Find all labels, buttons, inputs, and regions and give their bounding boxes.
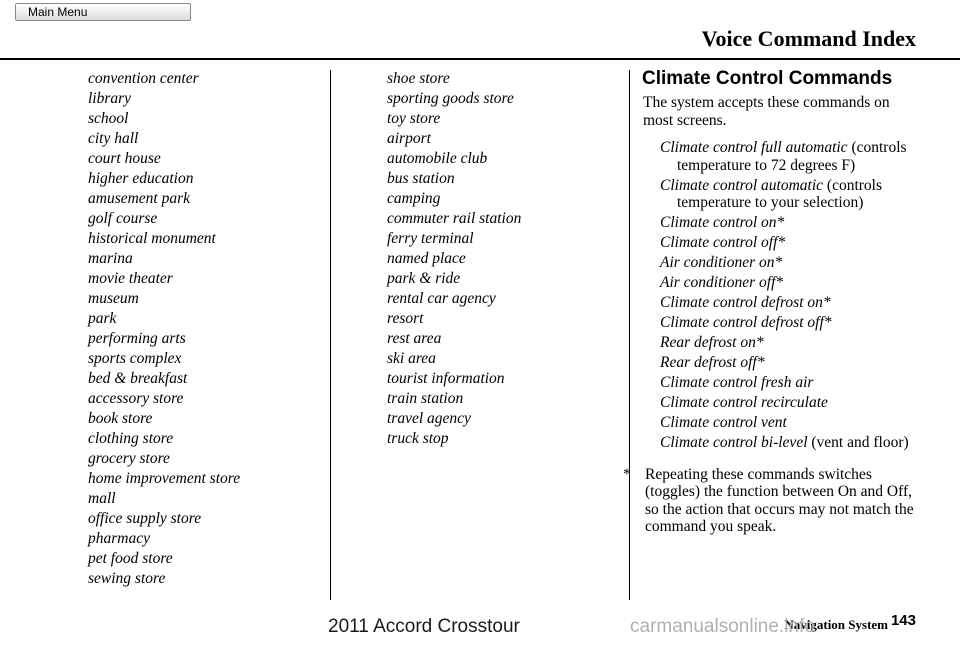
- climate-command-item: [643, 234, 923, 252]
- climate-command-item: [643, 394, 923, 412]
- list-item: park & ride: [387, 270, 461, 287]
- command-text: Air conditioner off*: [660, 274, 784, 291]
- list-item: book store: [88, 410, 153, 427]
- command-text: Rear defrost off*: [660, 354, 765, 371]
- main-menu-button[interactable]: Main Menu: [15, 3, 191, 21]
- list-item: clothing store: [88, 430, 174, 447]
- list-item: shoe store: [387, 70, 450, 87]
- list-item: golf course: [88, 210, 158, 227]
- climate-control-section: [623, 68, 923, 536]
- command-text: Climate control on*: [660, 214, 785, 231]
- climate-command-item: [643, 314, 923, 332]
- list-item: sports complex: [88, 350, 182, 367]
- list-item: resort: [387, 310, 424, 327]
- footer-section-label: Navigation System: [784, 617, 888, 632]
- list-item: marina: [88, 250, 133, 267]
- list-item: mall: [88, 490, 116, 507]
- list-item: ferry terminal: [387, 230, 474, 247]
- list-item: movie theater: [88, 270, 173, 287]
- column-divider-1: [330, 70, 331, 600]
- list-item: rest area: [387, 330, 442, 347]
- command-text: Climate control recirculate: [660, 394, 828, 411]
- climate-command-item: [643, 177, 923, 212]
- list-item: named place: [387, 250, 466, 267]
- climate-heading: Climate Control Commands: [642, 68, 893, 89]
- command-text: Climate control full automatic: [660, 139, 848, 156]
- command-note: (vent and floor): [807, 434, 909, 451]
- list-item: accessory store: [88, 390, 184, 407]
- command-text: Air conditioner on*: [660, 254, 783, 271]
- watermark-model: 2011 Accord Crosstour: [328, 616, 520, 637]
- list-item: train station: [387, 390, 464, 407]
- poi-list-column-2: [387, 69, 521, 449]
- command-note: (controls temperature to 72 degrees F): [677, 139, 907, 174]
- list-item: camping: [387, 190, 441, 207]
- list-item: library: [88, 90, 132, 107]
- command-note: (controls temperature to your selection): [677, 176, 883, 211]
- title-rule: [0, 58, 960, 60]
- command-text: Climate control off*: [660, 234, 786, 251]
- footnote-text: Repeating these commands switches (toggles) the function between On and Off, so the action that occurs may not match the command you speak.: [645, 465, 914, 535]
- climate-command-item: [643, 139, 923, 174]
- page-title: Voice Command Index: [701, 26, 916, 51]
- list-item: museum: [88, 290, 139, 307]
- list-item: city hall: [88, 130, 139, 147]
- command-text: Climate control defrost off*: [660, 314, 832, 331]
- list-item: airport: [387, 130, 431, 147]
- command-text: Climate control vent: [660, 414, 787, 431]
- list-item: office supply store: [88, 510, 202, 527]
- list-item: home improvement store: [88, 470, 241, 487]
- climate-command-item: [643, 214, 923, 232]
- list-item: school: [88, 110, 129, 127]
- climate-command-item: [643, 334, 923, 352]
- poi-list-column-1: [88, 69, 240, 589]
- climate-command-item: [643, 374, 923, 392]
- list-item: historical monument: [88, 230, 216, 247]
- list-item: tourist information: [387, 370, 505, 387]
- climate-command-list: [643, 139, 923, 452]
- list-item: pharmacy: [88, 530, 150, 547]
- command-text: Rear defrost on*: [660, 334, 764, 351]
- list-item: toy store: [387, 110, 441, 127]
- list-item: higher education: [88, 170, 194, 187]
- list-item: truck stop: [387, 430, 449, 447]
- climate-intro: The system accepts these commands on most screens.: [643, 94, 890, 129]
- list-item: performing arts: [88, 330, 186, 347]
- list-item: rental car agency: [387, 290, 496, 307]
- footnote: [623, 466, 923, 536]
- list-item: convention center: [88, 70, 199, 87]
- list-item: park: [88, 310, 117, 327]
- climate-command-item: [643, 274, 923, 292]
- page-number: 143: [890, 612, 916, 629]
- climate-command-item: [643, 434, 923, 452]
- watermark-site: carmanualsonline.info: [630, 616, 815, 637]
- climate-command-item: [643, 414, 923, 432]
- list-item: bus station: [387, 170, 455, 187]
- list-item: grocery store: [88, 450, 170, 467]
- list-item: automobile club: [387, 150, 488, 167]
- command-text: Climate control bi-level: [660, 434, 808, 451]
- list-item: sewing store: [88, 570, 166, 587]
- command-text: Climate control defrost on*: [660, 294, 831, 311]
- footnote-marker: *: [623, 465, 631, 483]
- list-item: court house: [88, 150, 161, 167]
- climate-command-item: [643, 354, 923, 372]
- list-item: commuter rail station: [387, 210, 522, 227]
- climate-command-item: [643, 294, 923, 312]
- list-item: travel agency: [387, 410, 471, 427]
- command-text: Climate control automatic: [660, 176, 824, 194]
- list-item: pet food store: [88, 550, 173, 567]
- list-item: bed & breakfast: [88, 370, 188, 387]
- climate-command-item: [643, 254, 923, 272]
- command-text: Climate control fresh air: [660, 374, 814, 391]
- list-item: sporting goods store: [387, 90, 514, 107]
- list-item: ski area: [387, 350, 436, 367]
- list-item: amusement park: [88, 190, 191, 207]
